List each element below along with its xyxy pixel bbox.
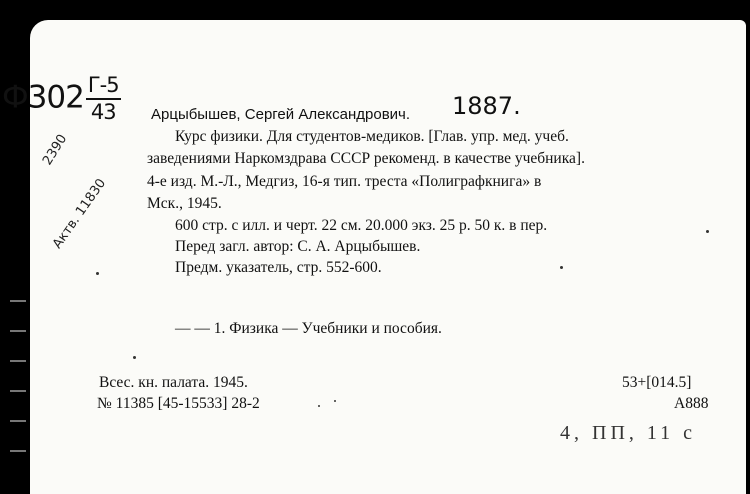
stamp-number-2: Актв. 11830	[50, 176, 110, 252]
registration-number: № 11385 [45-15533] 28-2	[97, 395, 260, 412]
author-heading: Арцыбышев, Сергей Александрович.	[151, 106, 411, 123]
entry-line: Курс физики. Для студентов-медиков. [Глав. упр. мед. учеб.	[175, 128, 569, 145]
edge-mark	[10, 330, 26, 332]
author-mark: А888	[674, 395, 709, 412]
speck	[96, 272, 99, 275]
stamp-number-1: 2390	[40, 131, 71, 168]
speck	[318, 405, 320, 407]
edge-mark	[10, 300, 26, 302]
entry-line: 600 стр. с илл. и черт. 22 см. 20.000 экз. 25 р. 50 к. в пер.	[175, 217, 548, 234]
shelfmark-prefix: Ф302	[2, 79, 84, 116]
speck	[560, 266, 563, 269]
speck	[706, 230, 709, 233]
entry-line: 4-е изд. М.-Л., Медгиз, 16-я тип. треста «Полиграфкнига» в	[147, 173, 542, 190]
edge-mark	[10, 390, 26, 392]
classification-code: 53+[014.5]	[622, 374, 692, 391]
shelfmark-fraction-top: Г-5	[86, 75, 121, 100]
publisher-line: Всес. кн. палата. 1945.	[99, 374, 248, 391]
entry-line: Мск., 1945.	[147, 195, 222, 212]
handwritten-year: 1887.	[452, 92, 521, 120]
shelfmark-fraction	[86, 75, 121, 123]
speck	[334, 400, 336, 402]
entry-line: Предм. указатель, стр. 552-600.	[175, 259, 382, 276]
entry-line: Перед загл. автор: С. А. Арцыбышев.	[175, 238, 421, 255]
edge-mark	[10, 420, 26, 422]
faint-smudge-text: 4, ПП, 11 с	[560, 422, 697, 444]
subject-heading: — — 1. Физика — Учебники и пособия.	[175, 320, 442, 337]
shelfmark	[2, 75, 121, 123]
entry-line: заведениями Наркомздрава СССР рекоменд. в качестве учебника].	[147, 150, 585, 167]
edge-mark	[10, 360, 26, 362]
edge-mark	[10, 450, 26, 452]
speck	[133, 356, 136, 359]
shelfmark-fraction-bottom: 43	[90, 100, 116, 124]
